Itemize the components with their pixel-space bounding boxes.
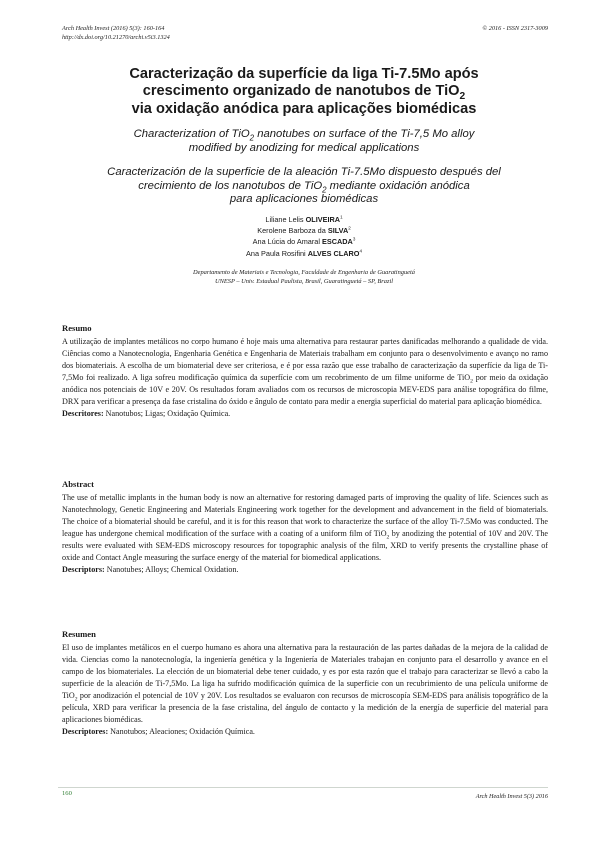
descriptors: Descritores: Nanotubos; Ligas; Oxidação Química. bbox=[62, 409, 231, 419]
author: Kerolene Barboza da SILVA$^2$ bbox=[257, 225, 351, 236]
resumo-section bbox=[62, 323, 548, 420]
title-line-1: Caracterização da superfície da liga Ti-7.5Mo após bbox=[129, 66, 479, 82]
section-body: A utilização de implantes metálicos no corpo humano é hoje mais uma alternativa para restaurar partes danificadas melhorando a qualidade de vida. Ciências como a Nanotecnologia, Engenharia Genética e Engenharia de Materiais trabalham em conjunto para o desenvolvimento e avanço no ramo dos biomateriais. A escolha de um biomaterial deve ser criteriosa, e é por essa razão que esse trabalho de caracterização da superfície da liga de Ti-7,5Mo foi realizado. A liga sofreu modificação química da superfície com um recobrimento de um filme uniforme de TiO$_2$ por meio da oxidação anódica nos potenciais de 10V e 20V. Os resultados foram avaliados com os recursos de microscopia MEV-EDS para análise topográfica do filme, DRX para verificar a presença da fase cristalina do óxido e ângulo de contato para medir a energia superficial do material para aplicação biomédica. bbox=[62, 337, 548, 407]
subtitle-english: Characterization of TiO$_2$ nanotubes on surface of the Ti-7,5 Mo alloy modified by anodizing for medical applications bbox=[133, 128, 475, 154]
copyright: © 2016 - ISSN 2317-3009 bbox=[482, 25, 548, 32]
descriptors: Descriptors: Nanotubes; Alloys; Chemical Oxidation. bbox=[62, 565, 239, 575]
author: Ana Paula Rosifini ALVES CLARO$^4$ bbox=[246, 248, 362, 258]
section-heading: Resumo bbox=[62, 323, 92, 333]
section-body: The use of metallic implants in the human body is now an alternative for restoring damaged parts of improving the quality of life. Sciences such as Nanotechnology, Genetic Engineering and Materials Engineering work together for the development and advancement in the field of biomaterials. The choice of a biomaterial should be careful, and it is for this reason that work to characterize the surface of the alloy Ti-7.5Mo was conducted. The league has undergone chemical modification of the surface with a coating of a uniform film of TiO$_2$ by anodizing the potential of 10V and 20V. The results were evaluated with SEM-EDS microscopy resources for topographic analysis of the film, XRD to verify presents the crystalline phase of oxide and Contact Angle measuring the surface energy of the material for biomedical applications. bbox=[62, 493, 548, 563]
author: Ana Lúcia do Amaral ESCADA$^3$ bbox=[252, 236, 356, 247]
article-title bbox=[60, 66, 548, 118]
running-header-left bbox=[62, 25, 170, 42]
author-list bbox=[60, 214, 548, 259]
section-body: El uso de implantes metálicos en el cuerpo humano es ahora una alternativa para la restauración de las partes dañadas de la mejora de la calidad de vida. Ciencias como la nanotecnología, la ingeniería genética y la Ingeniería de Materiales trabajan en conjunto para el desarrollo y avance en el campo de los biomateriales. La elección de un biomaterial debe tener cuidado, y es por esta razón que el trabajo para caracterizar se llevó a cabo la superficie de la aleación de Ti-7,5Mo. La liga ha sufrido modificación química de la superficie con un recubrimiento de una película uniforme de TiO$_2$ por anodización el potencial de 10V y 20V. Los resultados se evaluaron con recursos de microscopía SEM-EDS para análisis topográfico de la película, XRD para verificar la presencia de la fase cristalina, del ángulo de contacto y la medición de la energía de superficie del material para aplicaciones biomédicas. bbox=[62, 643, 548, 725]
subtitle-spanish: Caracterización de la superficie de la aleación Ti-7.5Mo dispuesto después del crecimiento de los nanotubos de TiO$_2$ mediante oxidación anódica para aplicaciones biomédicas bbox=[107, 166, 501, 206]
section-heading: Abstract bbox=[62, 479, 94, 489]
resumen-section bbox=[62, 629, 548, 738]
footer-journal: Arch Health Invest 5(3) 2016 bbox=[475, 793, 548, 800]
doi-link[interactable]: http://dx.doi.org/10.21270/archi.v5i3.1324 bbox=[62, 33, 170, 41]
title-line-3: via oxidação anódica para aplicações biomédicas bbox=[131, 100, 477, 117]
footer-divider bbox=[58, 787, 548, 788]
author: Liliane Lelis OLIVEIRA$^1$ bbox=[265, 214, 343, 224]
abstract-section bbox=[62, 479, 548, 576]
section-heading: Resumen bbox=[62, 629, 96, 639]
descriptors: Descriptores: Nanotubos; Aleaciones; Oxidación Química. bbox=[62, 727, 255, 737]
citation: Arch Health Invest (2016) 5(3): 160-164 bbox=[62, 25, 165, 32]
affiliation: Departamento de Materiais e Tecnologia, Faculdade de Engenharia de Guaratinguetá UNESP – Univ. Estadual Paulista, Brasil, Guaratinguetá – SP, Brazil bbox=[193, 269, 415, 285]
title-line-2: crescimento organizado de nanotubos de TiO$_2$ bbox=[142, 83, 466, 103]
page-number: 160 bbox=[62, 790, 72, 797]
